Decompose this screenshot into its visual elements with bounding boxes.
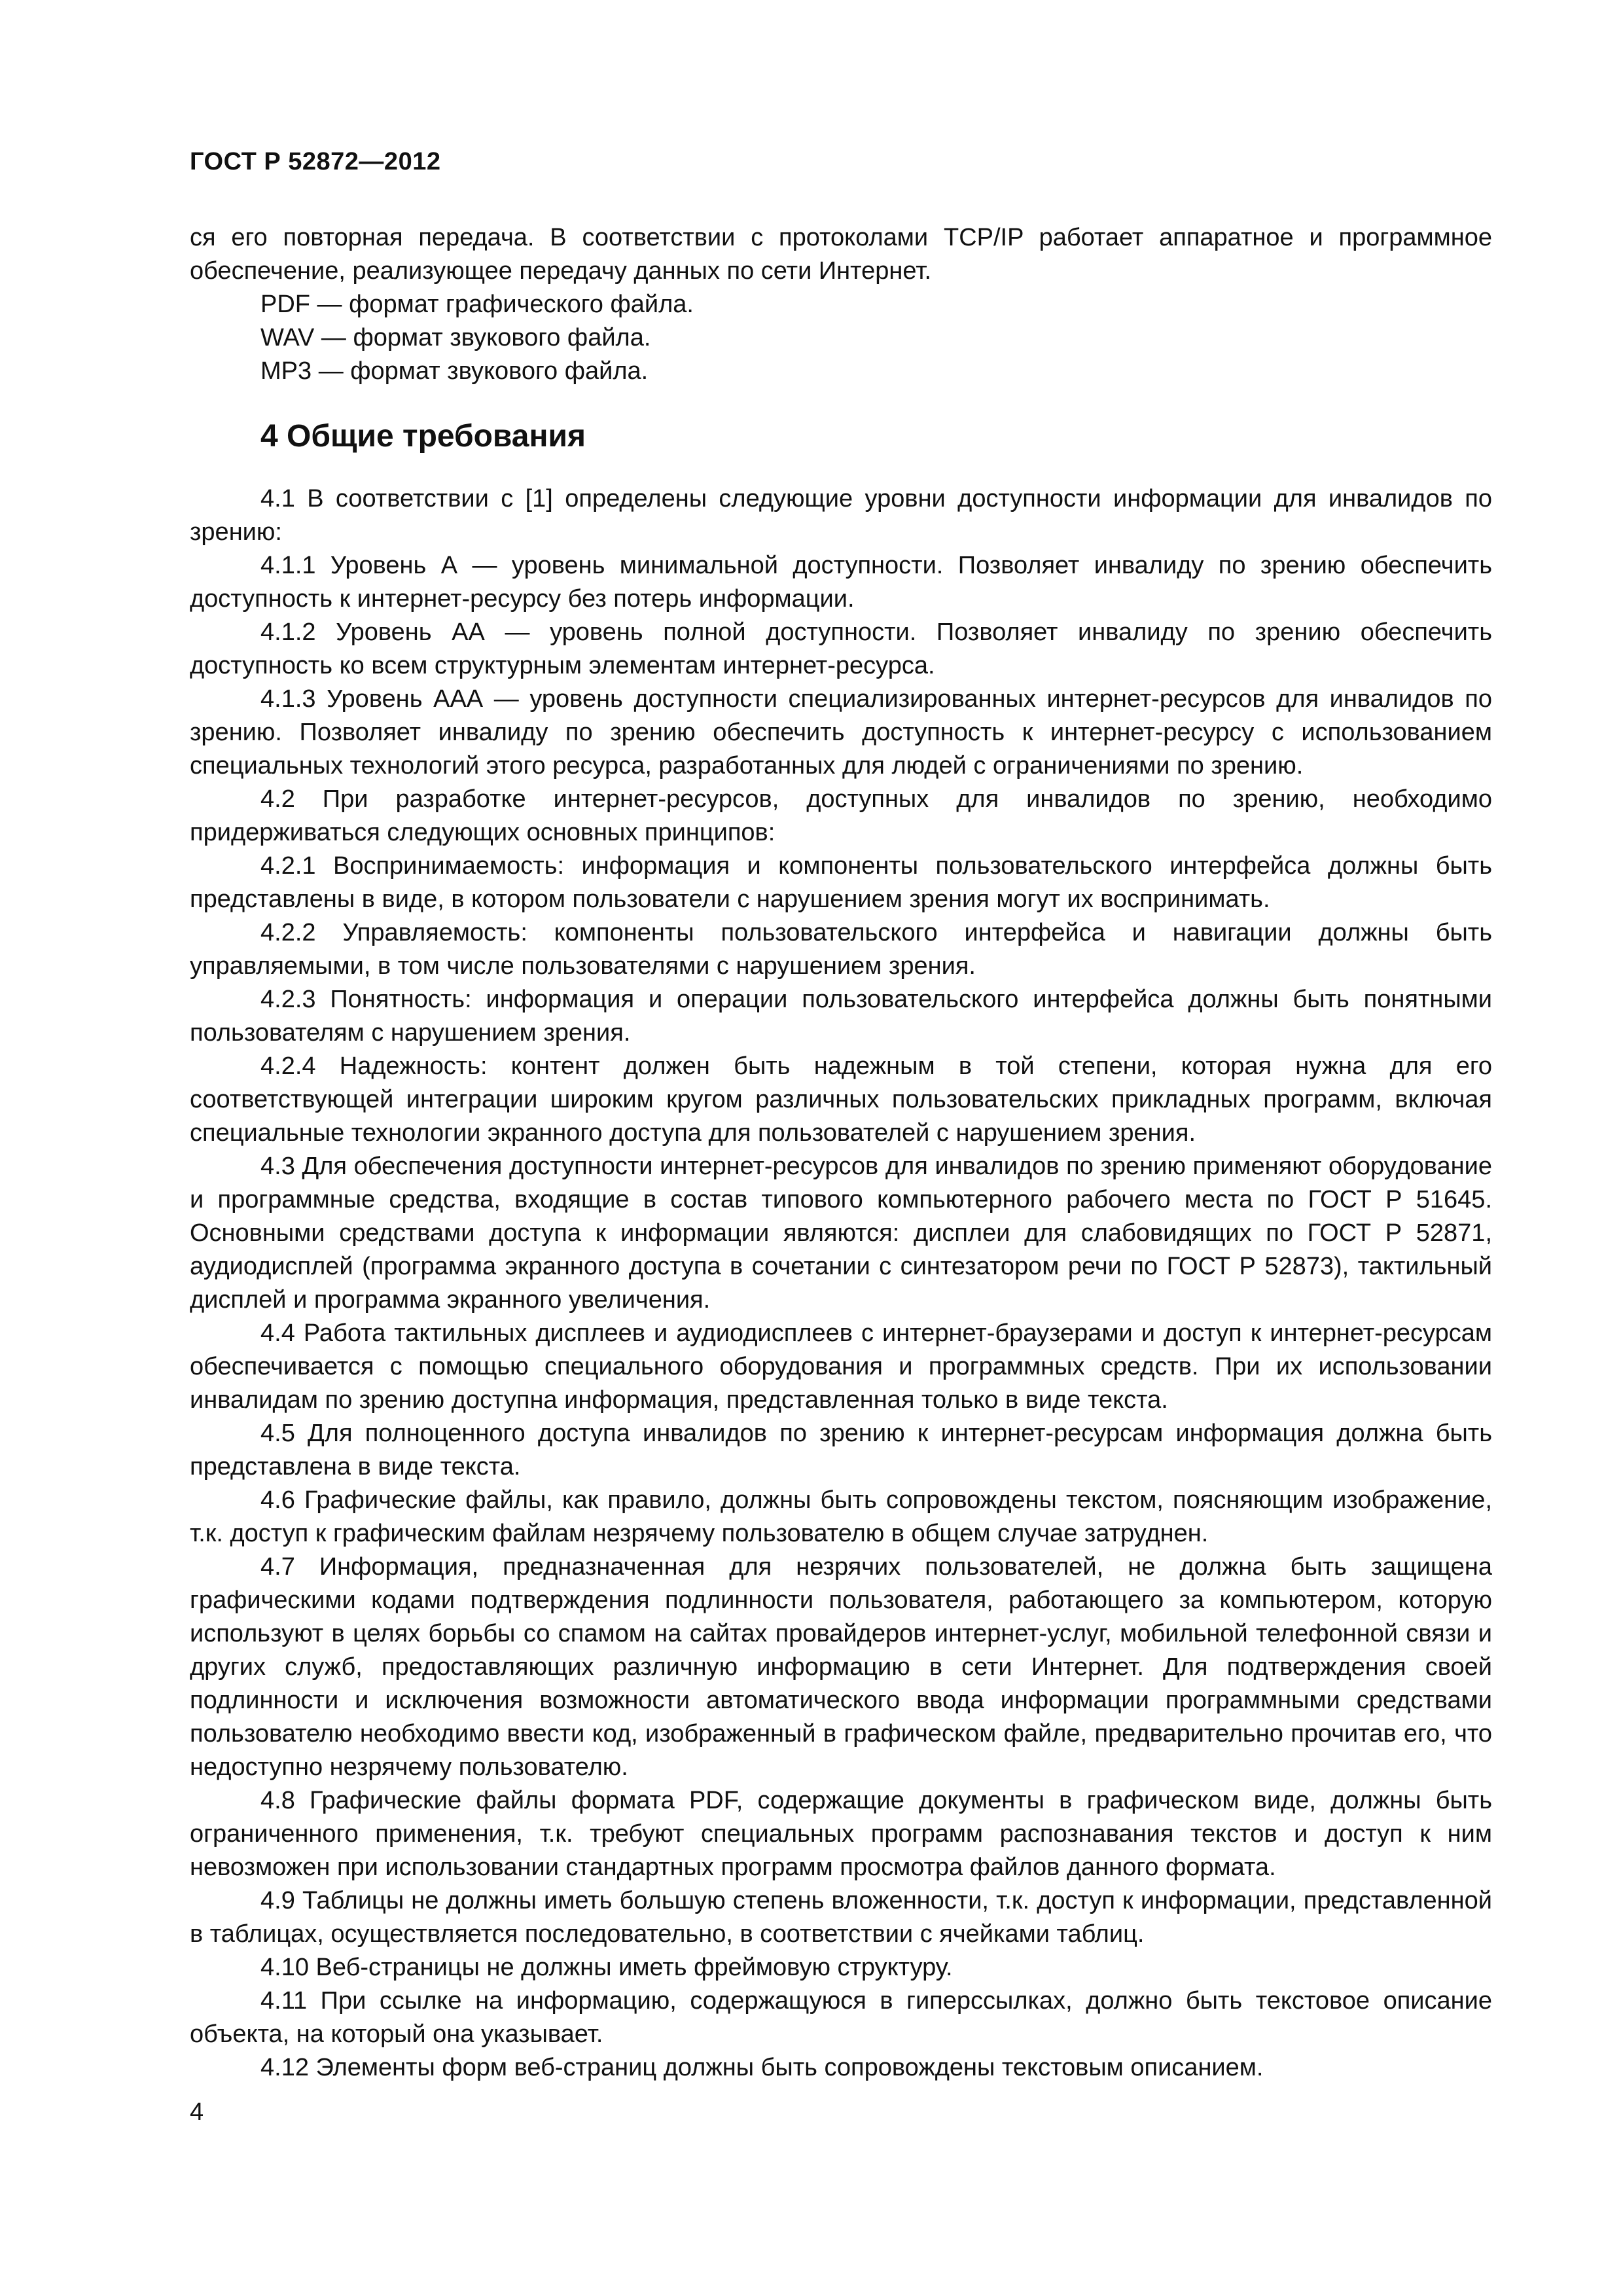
paragraph-4-7: 4.7 Информация, предназначенная для незрячих пользователей, не должна быть защищена графическими кодами подтверждения подлинности пользователя, работающего за компьютером, которую используют в целях борьбы со спамом на сайтах провайдеров интернет-услуг, мобильной телефонной связи и других служб, предоставляющих различную информацию в сети Интернет. Для подтверждения своей подлинности и исключения возможности автоматического ввода информации программными средствами пользователю необходимо ввести код, изображенный в графическом файле, предварительно прочитав его, что недоступно незрячему пользователю. bbox=[190, 1553, 1492, 1781]
document-page bbox=[190, 0, 1492, 2296]
paragraph-4-4: 4.4 Работа тактильных дисплеев и аудиодисплеев с интернет-браузерами и доступ к интернет-ресурсам обеспечивается с помощью специального оборудования и программных средств. При их использовании инвалидам по зрению доступна информация, представленная только в виде текста. bbox=[190, 1319, 1492, 1414]
definition-pdf: PDF — формат графического файла. bbox=[260, 291, 694, 318]
page-number: 4 bbox=[190, 2098, 204, 2126]
paragraph-4-2-4: 4.2.4 Надежность: контент должен быть надежным в той степени, которая нужна для его соответствующей интеграции широким кругом различных пользовательских прикладных программ, включая специальные технологии экранного доступа для пользователей с нарушением зрения. bbox=[190, 1052, 1492, 1147]
paragraph-4-1: 4.1 В соответствии с [1] определены следующие уровни доступности информации для инвалидов по зрению: bbox=[190, 485, 1492, 546]
definition-mp3: MP3 — формат звукового файла. bbox=[260, 357, 649, 385]
paragraph-4-9: 4.9 Таблицы не должны иметь большую степень вложенности, т.к. доступ к информации, представленной в таблицах, осуществляется последовательно, в соответствии с ячейками таблиц. bbox=[190, 1887, 1492, 1948]
section-heading: 4 Общие требования bbox=[260, 419, 586, 454]
paragraph-4-1-2: 4.1.2 Уровень АА — уровень полной доступности. Позволяет инвалиду по зрению обеспечить доступность ко всем структурным элементам интернет-ресурса. bbox=[190, 619, 1492, 679]
paragraph-4-2: 4.2 При разработке интернет-ресурсов, доступных для инвалидов по зрению, необходимо придерживаться следующих основных принципов: bbox=[190, 785, 1492, 846]
paragraph-4-8: 4.8 Графические файлы формата PDF, содержащие документы в графическом виде, должны быть ограниченного применения, т.к. требуют специальных программ распознавания текстов и доступ к ним невозможен при использовании стандартных программ просмотра файлов данного формата. bbox=[190, 1787, 1492, 1881]
document-body bbox=[190, 221, 1492, 2085]
paragraph-4-1-3: 4.1.3 Уровень ААА — уровень доступности специализированных интернет-ресурсов для инвалидов по зрению. Позволяет инвалиду по зрению обеспечить доступность к интернет-ресурсу с использованием специальных технологий этого ресурса, разработанных для людей с ограничениями по зрению. bbox=[190, 685, 1492, 780]
paragraph-4-2-1: 4.2.1 Воспринимаемость: информация и компоненты пользовательского интерфейса должны быть представлены в виде, в котором пользователи с нарушением зрения могут их воспринимать. bbox=[190, 852, 1492, 913]
paragraph-4-6: 4.6 Графические файлы, как правило, должны быть сопровождены текстом, поясняющим изображение, т.к. доступ к графическим файлам незрячему пользователю в общем случае затруднен. bbox=[190, 1486, 1492, 1547]
paragraph-4-10: 4.10 Веб-страницы не должны иметь фреймовую структуру. bbox=[260, 1954, 953, 1981]
paragraph-4-3: 4.3 Для обеспечения доступности интернет-ресурсов для инвалидов по зрению применяют оборудование и программные средства, входящие в состав типового компьютерного рабочего места по ГОСТ Р 51645. Основными средствами доступа к информации являются: дисплеи для слабовидящих по ГОСТ Р 52871, аудиодисплей (программа экранного доступа в сочетании с синтезатором речи по ГОСТ Р 52873), тактильный дисплей и программа экранного увеличения. bbox=[190, 1153, 1492, 1314]
document-code: ГОСТ Р 52872—2012 bbox=[190, 148, 441, 175]
continuation-paragraph: ся его повторная передача. В соответствии с протоколами TCP/IP работает аппаратное и программное обеспечение, реализующее передачу данных по сети Интернет. bbox=[190, 224, 1492, 285]
paragraph-4-2-3: 4.2.3 Понятность: информация и операции пользовательского интерфейса должны быть понятными пользователям с нарушением зрения. bbox=[190, 986, 1492, 1047]
paragraph-4-1-1: 4.1.1 Уровень А — уровень минимальной доступности. Позволяет инвалиду по зрению обеспечить доступность к интернет-ресурсу без потерь информации. bbox=[190, 552, 1492, 613]
paragraph-4-11: 4.11 При ссылке на информацию, содержащуюся в гиперссылках, должно быть текстовое описание объекта, на который она указывает. bbox=[190, 1987, 1492, 2048]
paragraph-4-12: 4.12 Элементы форм веб-страниц должны быть сопровождены текстовым описанием. bbox=[260, 2054, 1264, 2081]
definition-wav: WAV — формат звукового файла. bbox=[260, 324, 651, 351]
paragraph-4-5: 4.5 Для полноценного доступа инвалидов по зрению к интернет-ресурсам информация должна быть представлена в виде текста. bbox=[190, 1420, 1492, 1480]
paragraph-4-2-2: 4.2.2 Управляемость: компоненты пользовательского интерфейса и навигации должны быть управляемыми, в том числе пользователями с нарушением зрения. bbox=[190, 919, 1492, 980]
